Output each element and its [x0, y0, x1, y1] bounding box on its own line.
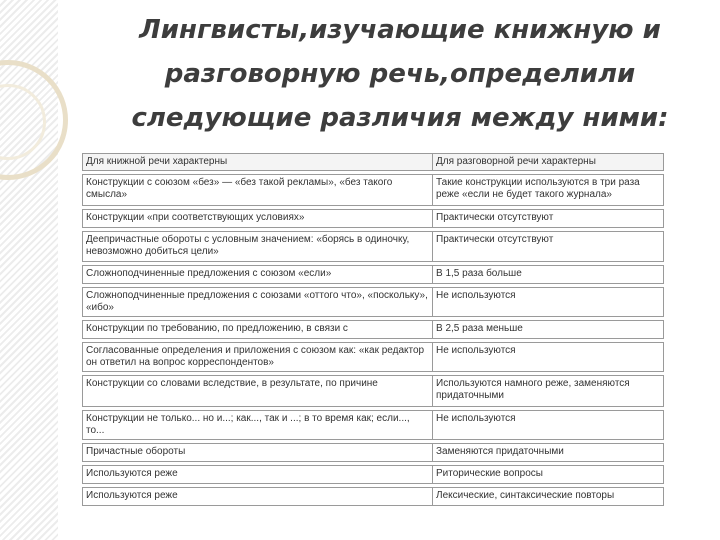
colloquial-speech-cell: Не используются: [433, 411, 664, 440]
book-speech-cell: Используются реже: [83, 488, 433, 506]
slide-title: Лингвисты,изучающие книжную и разговорную речь,определили следующие различия между ними:: [131, 15, 669, 133]
colloquial-speech-cell: Заменяются придаточными: [433, 444, 664, 462]
colloquial-speech-cell: Риторические вопросы: [433, 466, 664, 484]
book-speech-cell: Согласованные определения и приложения с союзом как: «как редактор он ответил на вопрос корреспондентов»: [83, 343, 433, 372]
book-speech-cell: Конструкции по требованию, по предложению, в связи с: [83, 321, 433, 339]
book-speech-cell: Причастные обороты: [83, 444, 433, 462]
book-speech-cell: Деепричастные обороты с условным значением: «борясь в одиночку, невозможно добиться цели»: [83, 232, 433, 262]
colloquial-speech-cell: В 1,5 раза больше: [433, 266, 664, 284]
book-speech-cell: Конструкции не только... но и...; как..., так и ...; в то время как; если..., то...: [83, 411, 433, 440]
comparison-table: [82, 153, 664, 506]
book-speech-cell: Конструкции со словами вследствие, в результате, по причине: [83, 376, 433, 407]
book-speech-cell: Сложноподчиненные предложения с союзами «оттого что», «поскольку», «ибо»: [83, 288, 433, 317]
comparison-table-container: [82, 153, 663, 506]
colloquial-speech-cell: Практически отсутствуют: [433, 210, 664, 228]
table-row: [83, 343, 664, 372]
colloquial-speech-cell: В 2,5 раза меньше: [433, 321, 664, 339]
table-row: [83, 232, 664, 262]
table-row: [83, 266, 664, 284]
table-row: [83, 321, 664, 339]
header-cell-book: Для книжной речи характерны: [83, 154, 433, 171]
table-row: [83, 466, 664, 484]
table-row: [83, 210, 664, 228]
table-row: [83, 411, 664, 440]
table-row: [83, 488, 664, 506]
colloquial-speech-cell: Лексические, синтаксические повторы: [433, 488, 664, 506]
table-row: [83, 376, 664, 407]
table-row: [83, 444, 664, 462]
book-speech-cell: Используются реже: [83, 466, 433, 484]
colloquial-speech-cell: Используются намного реже, заменяются придаточными: [433, 376, 664, 407]
book-speech-cell: Конструкции «при соответствующих условиях»: [83, 210, 433, 228]
header-cell-colloquial: Для разговорной речи характерны: [433, 154, 664, 171]
colloquial-speech-cell: Такие конструкции используются в три раза реже «если не будет такого журнала»: [433, 175, 664, 206]
table-header-row: [83, 154, 664, 171]
book-speech-cell: Сложноподчиненные предложения с союзом «если»: [83, 266, 433, 284]
book-speech-cell: Конструкции с союзом «без» — «без такой рекламы», «без такого смысла»: [83, 175, 433, 206]
colloquial-speech-cell: Практически отсутствуют: [433, 232, 664, 262]
table-row: [83, 288, 664, 317]
table-row: [83, 175, 664, 206]
colloquial-speech-cell: Не используются: [433, 288, 664, 317]
colloquial-speech-cell: Не используются: [433, 343, 664, 372]
